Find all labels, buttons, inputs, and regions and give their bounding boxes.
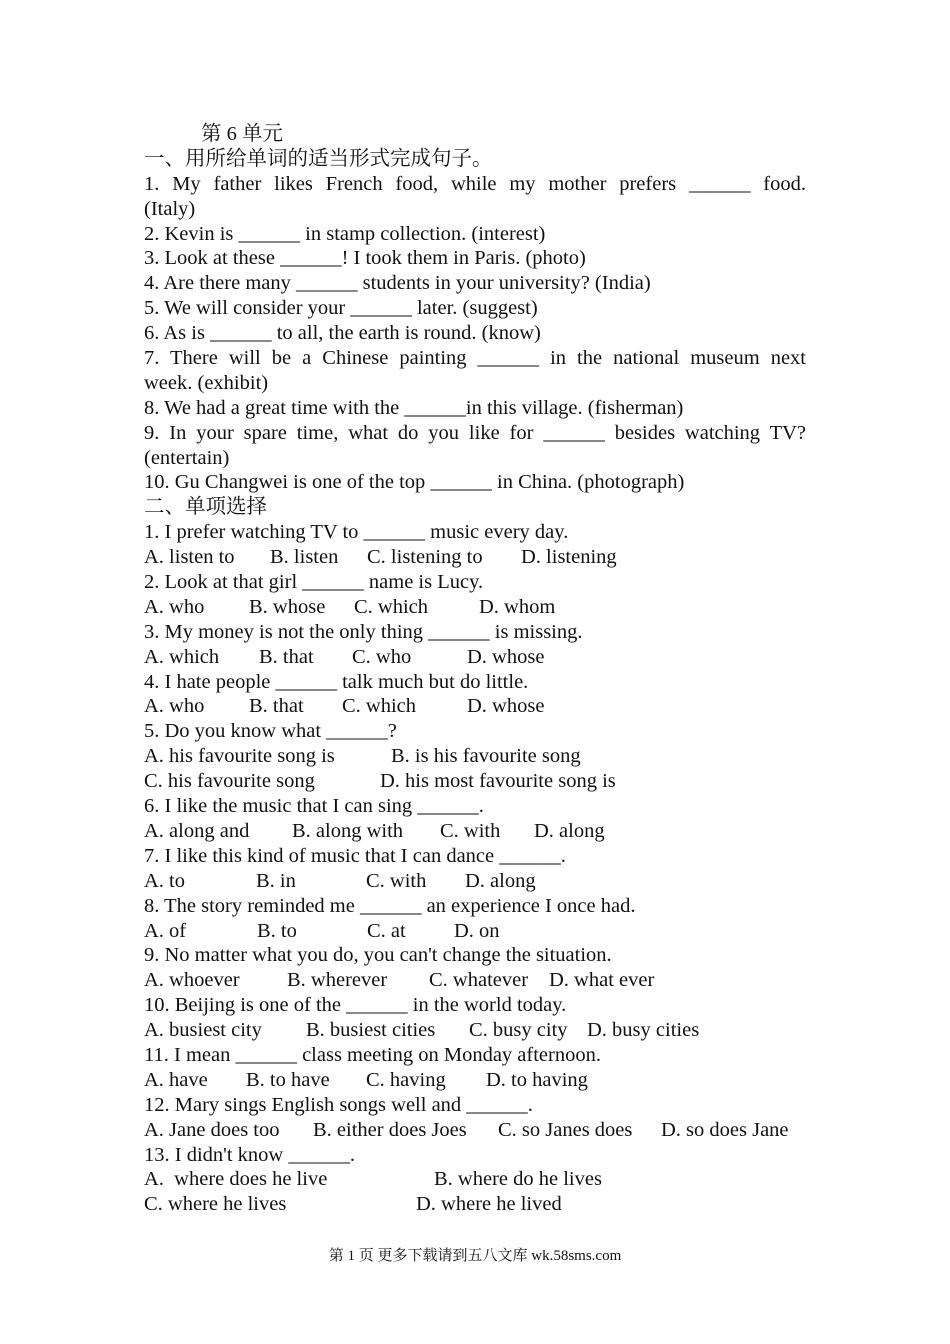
options-8: [144, 919, 806, 944]
fill-item-5: 5. We will consider your ______ later. (suggest): [144, 297, 538, 320]
option-c: C. his favourite song: [144, 770, 315, 793]
option-d: D. along: [465, 869, 536, 892]
document-body: [144, 122, 806, 1217]
option-b: B. either does Joes: [313, 1118, 467, 1141]
fill-item-1-line2: (Italy): [144, 197, 196, 220]
option-a: A. his favourite song is: [144, 745, 335, 768]
section2-title: 二、单项选择: [144, 496, 267, 519]
option-b: B. that: [259, 645, 314, 668]
option-a: A. who: [144, 595, 205, 618]
question-7: 7. I like this kind of music that I can dance ______.: [144, 844, 566, 867]
option-d: D. whose: [467, 695, 545, 718]
question-4: 4. I hate people ______ talk much but do little.: [144, 670, 529, 693]
option-b: B. wherever: [287, 969, 388, 992]
options-9: [144, 968, 806, 993]
section1-title: 一、用所给单词的适当形式完成句子。: [144, 147, 493, 170]
options-10: [144, 1018, 806, 1043]
fill-item-9-line2: (entertain): [144, 446, 230, 469]
option-a: A. who: [144, 695, 205, 718]
options-1: [144, 545, 806, 570]
option-c: C. having: [366, 1068, 446, 1091]
option-b: B. is his favourite song: [391, 745, 581, 768]
unit-title: 第 6 单元: [201, 123, 283, 145]
options-6: [144, 819, 806, 844]
option-c: C. which: [354, 595, 429, 618]
option-a: A. Jane does too: [144, 1118, 280, 1141]
option-b: B. that: [249, 695, 304, 718]
option-c: C. whatever: [429, 969, 529, 992]
option-d: D. to having: [486, 1068, 588, 1091]
option-b: B. to: [257, 919, 297, 942]
option-d: D. on: [454, 919, 500, 942]
options-5b: [144, 769, 806, 794]
option-d: D. along: [534, 819, 605, 842]
option-c: C. at: [367, 919, 406, 942]
option-c: C. listening to: [367, 546, 483, 569]
fill-item-6: 6. As is ______ to all, the earth is round. (know): [144, 322, 541, 345]
option-d: D. what ever: [549, 969, 655, 992]
option-d: D. so does Jane: [661, 1118, 789, 1141]
option-c: C. who: [352, 645, 412, 668]
question-2: 2. Look at that girl ______ name is Lucy.: [144, 571, 484, 594]
question-1: 1. I prefer watching TV to ______ music every day.: [144, 521, 569, 544]
fill-item-1-line1: 1. My father likes French food, while my mother prefers ______ food.: [144, 172, 806, 195]
question-6: 6. I like the music that I can sing ______.: [144, 795, 484, 818]
fill-item-3: 3. Look at these ______! I took them in Paris. (photo): [144, 247, 586, 270]
options-13b: [144, 1192, 806, 1217]
question-12: 12. Mary sings English songs well and ______.: [144, 1093, 533, 1116]
option-c: C. so Janes does: [498, 1118, 633, 1141]
option-c: C. busy city: [469, 1019, 568, 1042]
option-a: A. of: [144, 919, 187, 942]
option-a: A. listen to: [144, 546, 235, 569]
options-2: [144, 595, 806, 620]
fill-item-10: 10. Gu Changwei is one of the top ______ in China. (photograph): [144, 471, 685, 494]
question-10: 10. Beijing is one of the ______ in the world today.: [144, 994, 567, 1017]
option-d: D. his most favourite song is: [380, 770, 616, 793]
option-a: A. along and: [144, 819, 250, 842]
section1-list: [144, 172, 806, 496]
option-b: B. to have: [246, 1068, 330, 1091]
options-12: [144, 1118, 806, 1143]
option-b: B. in: [256, 869, 296, 892]
option-c: C. which: [342, 695, 417, 718]
question-13: 13. I didn't know ______.: [144, 1143, 355, 1166]
options-11: [144, 1068, 806, 1093]
option-d: D. busy cities: [587, 1019, 700, 1042]
option-b: B. busiest cities: [306, 1019, 436, 1042]
option-d: D. listening: [521, 546, 617, 569]
fill-item-2: 2. Kevin is ______ in stamp collection. (interest): [144, 222, 546, 245]
fill-item-9-line1: 9. In your spare time, what do you like for ______ besides watching TV?: [144, 421, 806, 444]
page-footer: 第 1 页 更多下载请到五八文库 wk.58sms.com: [328, 1248, 622, 1264]
fill-item-8: 8. We had a great time with the ______in this village. (fisherman): [144, 396, 684, 419]
question-3: 3. My money is not the only thing ______ is missing.: [144, 620, 583, 643]
options-4: [144, 694, 806, 719]
fill-item-7-line1: 7. There will be a Chinese painting ______ in the national museum next: [144, 347, 806, 370]
options-5a: [144, 744, 806, 769]
option-d: D. whose: [467, 645, 545, 668]
option-c: C. with: [440, 819, 501, 842]
question-9: 9. No matter what you do, you can't change the situation.: [144, 944, 612, 967]
options-7: [144, 869, 806, 894]
section2-list: [144, 520, 806, 1217]
option-b: B. where do he lives: [434, 1168, 602, 1191]
option-c: C. with: [366, 869, 427, 892]
question-5: 5. Do you know what ______?: [144, 720, 397, 743]
options-3: [144, 645, 806, 670]
option-b: B. along with: [292, 819, 404, 842]
option-a: A. whoever: [144, 969, 240, 992]
fill-item-7-line2: week. (exhibit): [144, 371, 269, 394]
option-a: A. which: [144, 645, 220, 668]
option-c: C. where he lives: [144, 1193, 287, 1216]
fill-item-4: 4. Are there many ______ students in your university? (India): [144, 272, 651, 295]
option-a: A. have: [144, 1068, 208, 1091]
option-b: B. whose: [249, 595, 326, 618]
option-d: D. where he lived: [416, 1193, 562, 1216]
options-13a: [144, 1167, 806, 1192]
option-a: A. busiest city: [144, 1019, 262, 1042]
option-d: D. whom: [479, 595, 556, 618]
question-8: 8. The story reminded me ______ an experience I once had.: [144, 894, 636, 917]
question-11: 11. I mean ______ class meeting on Monday afternoon.: [144, 1043, 601, 1066]
option-a: A. to: [144, 869, 185, 892]
option-b: B. listen: [270, 546, 339, 569]
option-a: A. where does he live: [144, 1168, 328, 1191]
